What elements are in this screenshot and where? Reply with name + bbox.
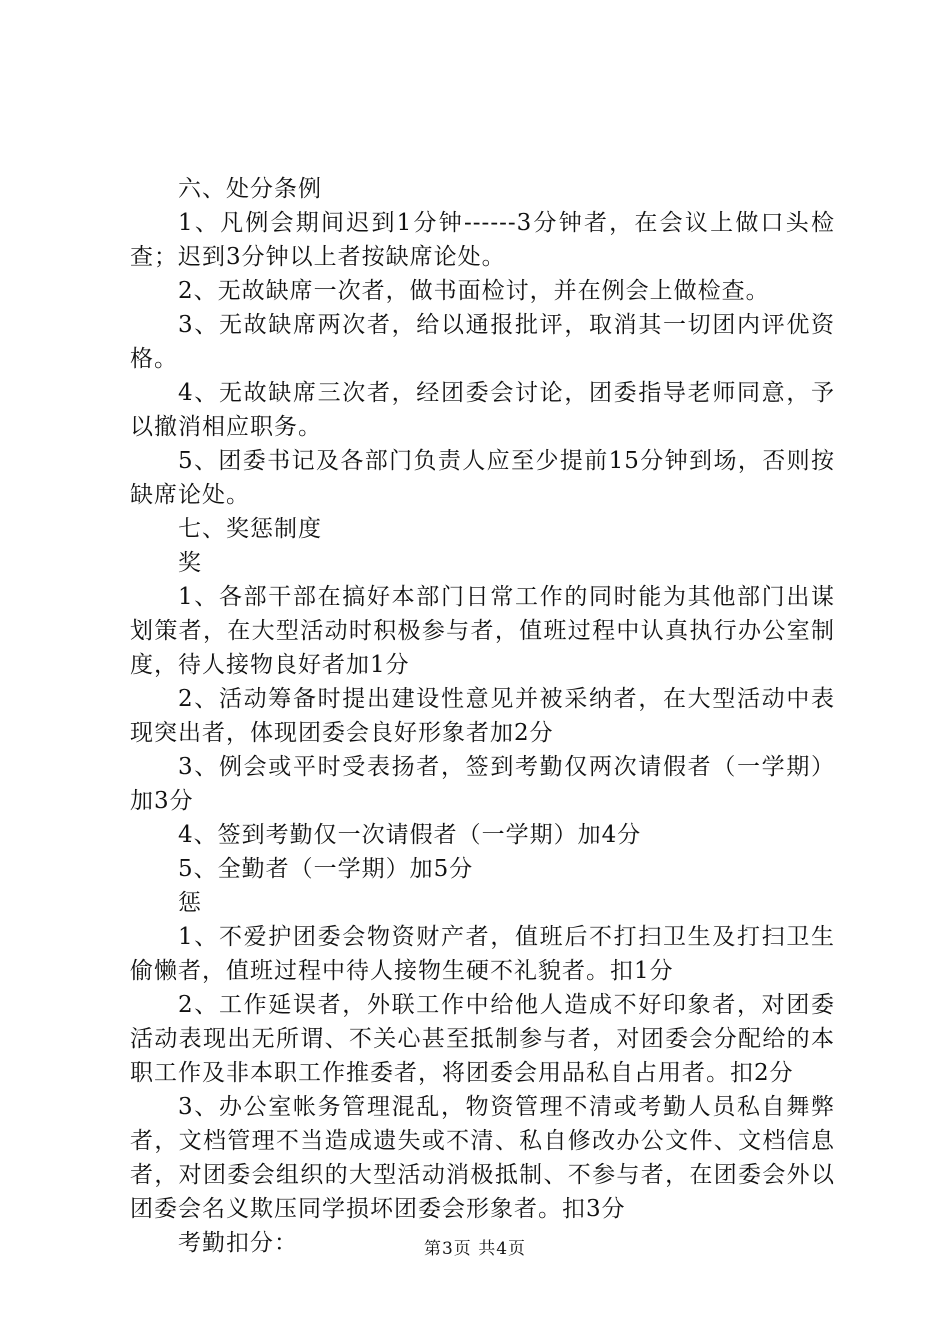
paragraph: 1、不爱护团委会物资财产者，值班后不打扫卫生及打扫卫生偷懒者，值班过程中待人接物生硬不礼貌者。扣1分	[130, 924, 835, 984]
document-body	[130, 172, 835, 1260]
subheading-penalty: 惩	[178, 890, 202, 916]
paragraph: 5、全勤者（一学期）加5分	[178, 856, 474, 882]
paragraph: 1、凡例会期间迟到1分钟------3分钟者，在会议上做口头检查；迟到3分钟以上者按缺席论处。	[130, 210, 835, 270]
section-heading-penalties: 六、处分条例	[178, 176, 322, 202]
paragraph: 3、办公室帐务管理混乱，物资管理不清或考勤人员私自舞弊者，文档管理不当造成遗失或不清、私自修改办公文件、文档信息者，对团委会组织的大型活动消极抵制、不参与者，在团委会外以团委会名义欺压同学损坏团委会形象者。扣3分	[130, 1094, 835, 1222]
paragraph: 2、活动筹备时提出建设性意见并被采纳者，在大型活动中表现突出者，体现团委会良好形象者加2分	[130, 686, 835, 746]
paragraph: 5、团委书记及各部门负责人应至少提前15分钟到场，否则按缺席论处。	[130, 448, 835, 508]
subheading-reward: 奖	[178, 550, 202, 576]
paragraph: 2、工作延误者，外联工作中给他人造成不好印象者，对团委活动表现出无所谓、不关心甚至抵制参与者，对团委会分配给的本职工作及非本职工作推委者，将团委会用品私自占用者。扣2分	[130, 992, 835, 1086]
section-heading-rewards-penalties: 七、奖惩制度	[178, 516, 322, 542]
paragraph: 4、无故缺席三次者，经团委会讨论，团委指导老师同意，予以撤消相应职务。	[130, 380, 835, 440]
paragraph: 3、例会或平时受表扬者，签到考勤仅两次请假者（一学期）加3分	[130, 754, 835, 814]
paragraph: 3、无故缺席两次者，给以通报批评，取消其一切团内评优资格。	[130, 312, 835, 372]
paragraph: 考勤扣分：	[178, 1230, 298, 1256]
paragraph: 4、签到考勤仅一次请假者（一学期）加4分	[178, 822, 642, 848]
page-footer: 第3页 共4页	[423, 1239, 527, 1259]
paragraph: 1、各部干部在搞好本部门日常工作的同时能为其他部门出谋划策者，在大型活动时积极参与者，值班过程中认真执行办公室制度，待人接物良好者加1分	[130, 584, 835, 678]
paragraph: 2、无故缺席一次者，做书面检讨，并在例会上做检查。	[178, 278, 770, 304]
